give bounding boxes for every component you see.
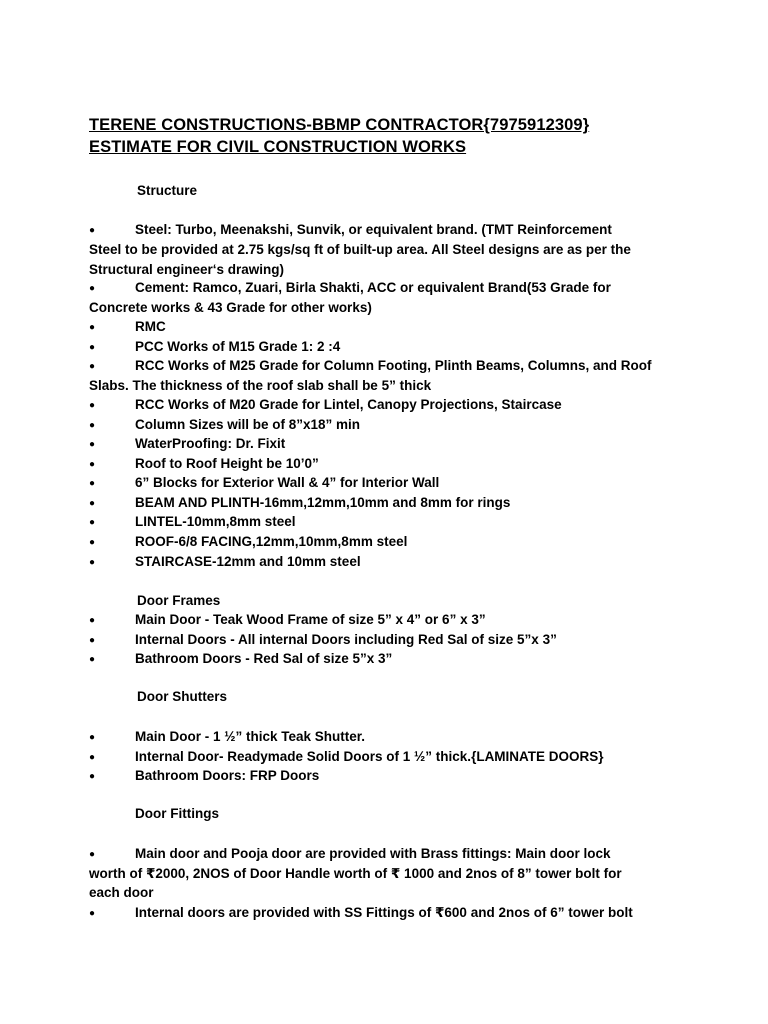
bullet-icon: ● — [89, 459, 96, 470]
structure-item-1-line-1: Steel: Turbo, Meenakshi, Sunvik, or equivalent brand. (TMT Reinforcement — [135, 222, 612, 237]
section-heading-door-frames: Door Frames — [137, 593, 221, 608]
bullet-icon: ● — [89, 400, 96, 411]
bullet-icon: ● — [89, 654, 96, 665]
section-heading-structure: Structure — [137, 183, 198, 198]
structure-item-12: LINTEL-10mm,8mm steel — [135, 514, 296, 529]
structure-item-7: Column Sizes will be of 8”x18” min — [135, 417, 361, 432]
bullet-icon: ● — [89, 225, 96, 236]
bullet-icon: ● — [89, 908, 96, 919]
structure-item-3: RMC — [135, 319, 166, 334]
bullet-icon: ● — [89, 752, 96, 763]
door-frames-item-3: Bathroom Doors - Red Sal of size 5”x 3” — [135, 651, 393, 666]
structure-item-6: RCC Works of M20 Grade for Lintel, Canopy Projections, Staircase — [135, 397, 562, 412]
door-shutters-item-3: Bathroom Doors: FRP Doors — [135, 768, 320, 783]
structure-item-4: PCC Works of M15 Grade 1: 2 :4 — [135, 339, 341, 354]
structure-item-5-line-2: Slabs. The thickness of the roof slab shall be 5” thick — [89, 378, 432, 393]
document-title-line-2: ESTIMATE FOR CIVIL CONSTRUCTION WORKS — [89, 138, 467, 156]
bullet-icon: ● — [89, 361, 96, 372]
document-title-line-1: TERENE CONSTRUCTIONS-BBMP CONTRACTOR{7975912309} — [89, 116, 590, 134]
bullet-icon: ● — [89, 635, 96, 646]
section-heading-door-shutters: Door Shutters — [137, 689, 228, 704]
bullet-icon: ● — [89, 537, 96, 548]
structure-item-10: 6” Blocks for Exterior Wall & 4” for Interior Wall — [135, 475, 440, 490]
bullet-icon: ● — [89, 322, 96, 333]
structure-item-2-line-2: Concrete works & 43 Grade for other works) — [89, 300, 372, 315]
door-fittings-item-1-line-2: worth of ₹2000, 2NOS of Door Handle worth of ₹ 1000 and 2nos of 8” tower bolt for — [89, 866, 622, 881]
structure-item-11: BEAM AND PLINTH-16mm,12mm,10mm and 8mm for rings — [135, 495, 511, 510]
bullet-icon: ● — [89, 439, 96, 450]
structure-item-1-line-3: Structural engineer‘s drawing) — [89, 262, 285, 277]
structure-item-14: STAIRCASE-12mm and 10mm steel — [135, 554, 361, 569]
structure-item-5-line-1: RCC Works of M25 Grade for Column Footing, Plinth Beams, Columns, and Roof — [135, 358, 652, 373]
door-fittings-item-1-line-3: each door — [89, 885, 154, 900]
bullet-icon: ● — [89, 732, 96, 743]
structure-item-8: WaterProofing: Dr. Fixit — [135, 436, 286, 451]
bullet-icon: ● — [89, 517, 96, 528]
bullet-icon: ● — [89, 771, 96, 782]
bullet-icon: ● — [89, 420, 96, 431]
section-heading-door-fittings: Door Fittings — [135, 806, 219, 821]
bullet-icon: ● — [89, 615, 96, 626]
bullet-icon: ● — [89, 849, 96, 860]
bullet-icon: ● — [89, 283, 96, 294]
door-frames-item-1: Main Door - Teak Wood Frame of size 5” x 4” or 6” x 3” — [135, 612, 486, 627]
structure-item-13: ROOF-6/8 FACING,12mm,10mm,8mm steel — [135, 534, 408, 549]
door-frames-item-2: Internal Doors - All internal Doors including Red Sal of size 5”x 3” — [135, 632, 557, 647]
structure-item-1-line-2: Steel to be provided at 2.75 kgs/sq ft of built-up area. All Steel designs are as per the — [89, 242, 631, 257]
door-shutters-item-2: Internal Door- Readymade Solid Doors of 1 ½” thick.{LAMINATE DOORS} — [135, 749, 604, 764]
bullet-icon: ● — [89, 342, 96, 353]
structure-item-2-line-1: Cement: Ramco, Zuari, Birla Shakti, ACC or equivalent Brand(53 Grade for — [135, 280, 611, 295]
door-shutters-item-1: Main Door - 1 ½” thick Teak Shutter. — [135, 729, 366, 744]
bullet-icon: ● — [89, 557, 96, 568]
door-fittings-item-2: Internal doors are provided with SS Fittings of ₹600 and 2nos of 6” tower bolt — [135, 905, 633, 920]
door-fittings-item-1-line-1: Main door and Pooja door are provided with Brass fittings: Main door lock — [135, 846, 611, 861]
bullet-icon: ● — [89, 478, 96, 489]
structure-item-9: Roof to Roof Height be 10’0” — [135, 456, 319, 471]
bullet-icon: ● — [89, 498, 96, 509]
